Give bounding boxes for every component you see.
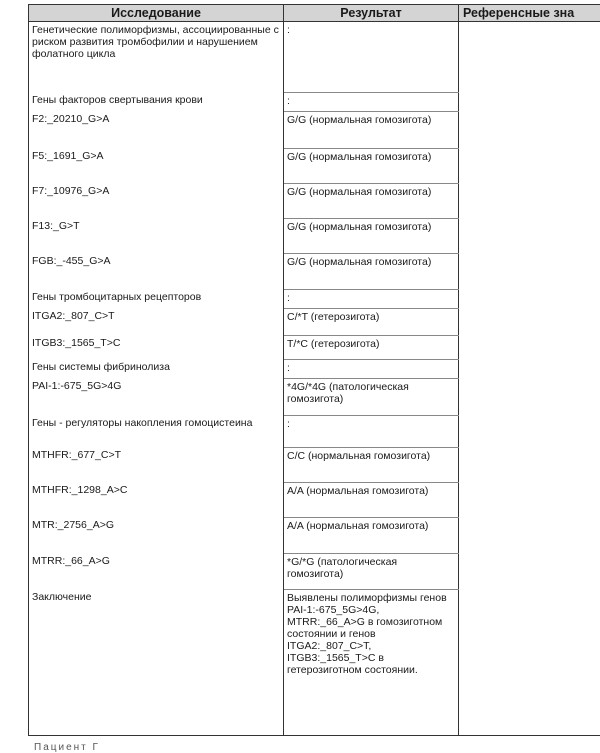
test-name-cell: Заключение <box>29 589 284 736</box>
test-name-cell: Гены тромбоцитарных рецепторов <box>29 289 284 308</box>
table-row <box>29 111 600 148</box>
reference-cell <box>459 335 600 359</box>
table-row <box>29 218 600 253</box>
reference-cell <box>459 289 600 308</box>
table-row <box>29 359 600 378</box>
result-cell: A/A (нормальная гомозигота) <box>284 482 459 517</box>
test-name-cell: F13:_G>T <box>29 218 284 253</box>
test-name-cell: F5:_1691_G>A <box>29 148 284 183</box>
reference-cell <box>459 482 600 517</box>
test-name-cell: Гены системы фибринолиза <box>29 359 284 378</box>
result-cell: G/G (нормальная гомозигота) <box>284 253 459 289</box>
table-header-row <box>29 5 600 22</box>
reference-cell <box>459 183 600 218</box>
reference-cell <box>459 359 600 378</box>
result-cell: G/G (нормальная гомозигота) <box>284 183 459 218</box>
reference-cell <box>459 308 600 335</box>
table-row <box>29 22 600 93</box>
reference-cell <box>459 517 600 553</box>
reference-cell <box>459 589 600 736</box>
reference-cell <box>459 378 600 415</box>
test-name-cell: ITGA2:_807_C>T <box>29 308 284 335</box>
result-cell: Выявлены полиморфизмы генов PAI-1:-675_5G>4G, MTRR:_66_A>G в гомозиготном состоянии и генов ITGA2:_807_C>T, ITGB3:_1565_T>C в гетерозиготном состоянии. <box>284 589 459 736</box>
reference-cell <box>459 111 600 148</box>
table-row <box>29 482 600 517</box>
reference-cell <box>459 415 600 447</box>
test-name-cell: Генетические полиморфизмы, ассоциированные с риском развития тромбофилии и нарушением фолатного цикла <box>29 22 284 93</box>
reference-cell <box>459 92 600 111</box>
table-row <box>29 553 600 589</box>
test-name-cell: FGB:_-455_G>A <box>29 253 284 289</box>
result-cell: G/G (нормальная гомозигота) <box>284 218 459 253</box>
table-row <box>29 148 600 183</box>
table-row <box>29 253 600 289</box>
test-name-cell: MTR:_2756_A>G <box>29 517 284 553</box>
result-cell: G/G (нормальная гомозигота) <box>284 111 459 148</box>
result-cell: : <box>284 359 459 378</box>
table-row <box>29 378 600 415</box>
table-row <box>29 447 600 482</box>
table-body <box>29 22 600 736</box>
result-cell: : <box>284 415 459 447</box>
header-reference: Референсные зна <box>459 5 600 22</box>
footer-text: Пациент Г <box>34 742 100 753</box>
table-row <box>29 517 600 553</box>
reference-cell <box>459 22 600 93</box>
test-name-cell: F2:_20210_G>A <box>29 111 284 148</box>
header-result: Результат <box>284 5 459 22</box>
result-cell: A/A (нормальная гомозигота) <box>284 517 459 553</box>
reference-cell <box>459 447 600 482</box>
result-cell: *G/*G (патологическая гомозигота) <box>284 553 459 589</box>
test-name-cell: Гены факторов свертывания крови <box>29 92 284 111</box>
test-name-cell: ITGB3:_1565_T>C <box>29 335 284 359</box>
result-cell: : <box>284 289 459 308</box>
test-name-cell: MTRR:_66_A>G <box>29 553 284 589</box>
result-cell: : <box>284 22 459 93</box>
reference-cell <box>459 218 600 253</box>
table-row <box>29 183 600 218</box>
result-cell: C/*T (гетерозигота) <box>284 308 459 335</box>
result-cell: *4G/*4G (патологическая гомозигота) <box>284 378 459 415</box>
result-cell: : <box>284 92 459 111</box>
test-name-cell: F7:_10976_G>A <box>29 183 284 218</box>
table-row <box>29 308 600 335</box>
table-row <box>29 289 600 308</box>
test-name-cell: Гены - регуляторы накопления гомоцистеина <box>29 415 284 447</box>
reference-cell <box>459 553 600 589</box>
test-name-cell: PAI-1:-675_5G>4G <box>29 378 284 415</box>
reference-cell <box>459 253 600 289</box>
result-cell: G/G (нормальная гомозигота) <box>284 148 459 183</box>
table-row <box>29 335 600 359</box>
test-name-cell: MTHFR:_1298_A>C <box>29 482 284 517</box>
table-row <box>29 589 600 736</box>
table-row <box>29 415 600 447</box>
reference-cell <box>459 148 600 183</box>
test-name-cell: MTHFR:_677_C>T <box>29 447 284 482</box>
result-cell: C/C (нормальная гомозигота) <box>284 447 459 482</box>
result-cell: T/*C (гетерозигота) <box>284 335 459 359</box>
header-test: Исследование <box>29 5 284 22</box>
table-row <box>29 92 600 111</box>
results-table <box>28 4 600 736</box>
